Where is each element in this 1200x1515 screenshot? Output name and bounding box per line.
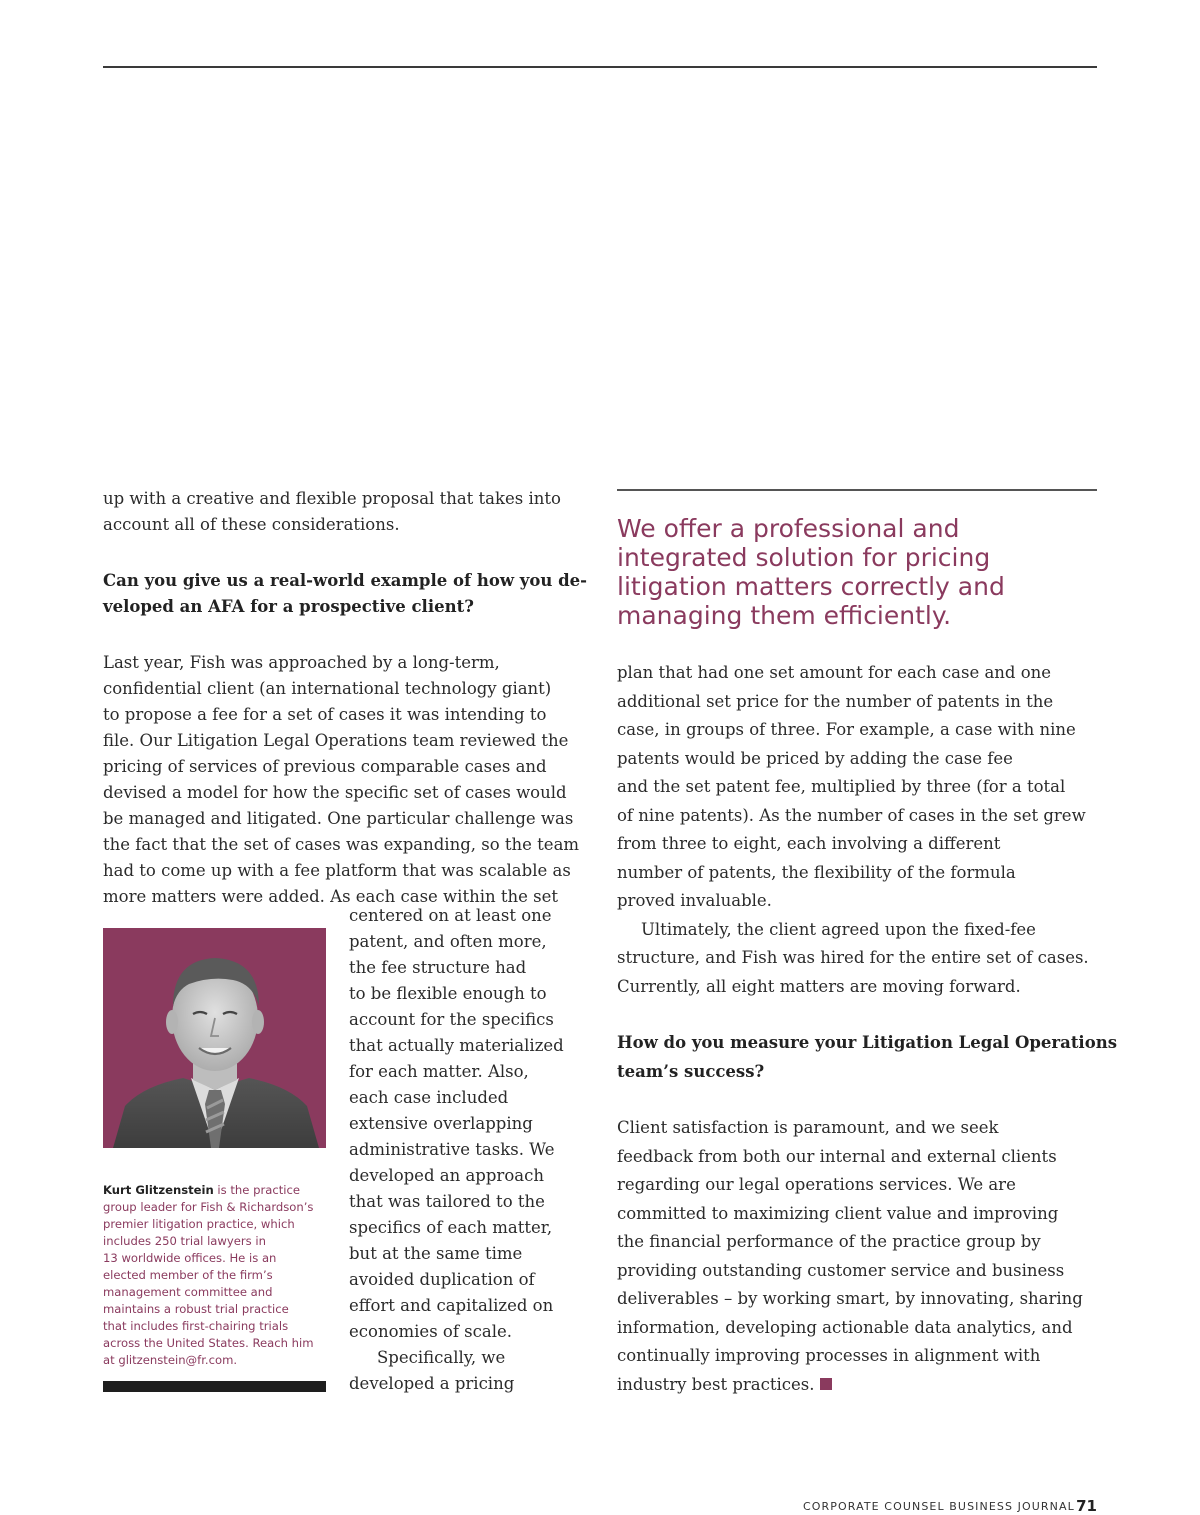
- text-line: Client satisfaction is paramount, and we seek: [617, 1118, 999, 1137]
- right-column: [617, 659, 1117, 1399]
- text-line: more matters were added. As each case within the set: [103, 887, 558, 906]
- text-line: Last year, Fish was approached by a long-term,: [103, 653, 500, 672]
- text-line: the fact that the set of cases was expanding, so the team: [103, 835, 580, 854]
- text-line: Ultimately, the client agreed upon the fixed-fee: [641, 919, 1036, 939]
- text-line: to be flexible enough to: [349, 984, 547, 1003]
- text-line: regarding our legal operations services. We are: [617, 1175, 1016, 1194]
- caption-line: premier litigation practice, which: [103, 1217, 295, 1231]
- text-line: Specifically, we: [377, 1348, 506, 1367]
- text-line: developed an approach: [349, 1166, 544, 1185]
- text-line: of nine patents). As the number of cases in the set grew: [617, 805, 1086, 825]
- text-line: patents would be priced by adding the case fee: [617, 748, 1013, 768]
- end-mark-icon: [820, 1378, 832, 1390]
- text-line: specifics of each matter,: [349, 1218, 553, 1237]
- left-paragraph-1: [103, 486, 585, 538]
- caption-line: elected member of the firm’s: [103, 1268, 273, 1282]
- caption-line: management committee and: [103, 1285, 273, 1299]
- text-line: plan that had one set amount for each case and one: [617, 663, 1052, 682]
- pull-quote: [617, 514, 1097, 630]
- middle-column: [349, 903, 585, 1397]
- pull-quote-rule: [617, 489, 1097, 491]
- middle-paragraph-2: [349, 1345, 585, 1397]
- left-column: [103, 486, 585, 910]
- caption-line: includes 250 trial lawyers in: [103, 1234, 266, 1248]
- text-line: number of patents, the flexibility of the formula: [617, 862, 1016, 882]
- text-line: committed to maximizing client value and improving: [617, 1203, 1059, 1223]
- text-line: structure, and Fish was hired for the entire set of cases.: [617, 948, 1089, 967]
- text-line: economies of scale.: [349, 1322, 513, 1341]
- text-line: additional set price for the number of patents in the: [617, 691, 1054, 711]
- pull-quote-line: integrated solution for pricing: [617, 543, 991, 572]
- text-line: veloped an AFA for a prospective client?: [103, 597, 474, 616]
- text-line: industry best practices.: [617, 1374, 815, 1394]
- left-paragraph-2: [103, 650, 585, 910]
- text-line: extensive overlapping: [349, 1114, 533, 1133]
- question-heading-2: [617, 1029, 1117, 1086]
- middle-paragraph-1: [349, 903, 585, 1345]
- text-line: up with a creative and flexible proposal that takes into: [103, 489, 561, 508]
- text-line: file. Our Litigation Legal Operations team reviewed the: [103, 731, 569, 750]
- pull-quote-line: We offer a professional and: [617, 514, 960, 543]
- text-line: team’s success?: [617, 1061, 765, 1081]
- journal-name: CORPORATE COUNSEL BUSINESS JOURNAL: [803, 1500, 1075, 1513]
- text-line: administrative tasks. We: [349, 1140, 555, 1159]
- caption-divider-bar: [103, 1381, 326, 1392]
- author-caption: [103, 1182, 329, 1369]
- text-line: but at the same time: [349, 1244, 523, 1263]
- caption-line: 13 worldwide offices. He is an: [103, 1251, 277, 1265]
- author-photo: [103, 928, 326, 1148]
- right-paragraph-1: [617, 659, 1099, 916]
- page-number: 71: [1076, 1497, 1097, 1515]
- text-line: How do you measure your Litigation Legal Operations: [617, 1033, 1117, 1052]
- text-line: avoided duplication of: [349, 1270, 535, 1289]
- text-line: devised a model for how the specific set of cases would: [103, 783, 567, 802]
- text-line: each case included: [349, 1088, 509, 1107]
- pull-quote-line: litigation matters correctly and: [617, 572, 1005, 601]
- text-line: proved invaluable.: [617, 891, 772, 910]
- text-line: and the set patent fee, multiplied by three (for a total: [617, 777, 1066, 796]
- text-line: had to come up with a fee platform that was scalable as: [103, 861, 571, 880]
- text-line: account for the specifics: [349, 1010, 554, 1029]
- author-name: Kurt Glitzenstein: [103, 1183, 214, 1197]
- text-line: patent, and often more,: [349, 932, 547, 951]
- caption-line: maintains a robust trial practice: [103, 1302, 289, 1316]
- question-heading-1: [103, 568, 585, 620]
- text-line: that was tailored to the: [349, 1192, 545, 1211]
- text-line: for each matter. Also,: [349, 1062, 529, 1081]
- text-line: to propose a fee for a set of cases it was intending to: [103, 705, 547, 724]
- top-rule: [103, 66, 1097, 68]
- text-line: be managed and litigated. One particular challenge was: [103, 809, 574, 828]
- portrait-image: [103, 928, 326, 1148]
- text-line: feedback from both our internal and external clients: [617, 1146, 1057, 1166]
- text-line: Currently, all eight matters are moving forward.: [617, 976, 1021, 996]
- text-line: information, developing actionable data analytics, and: [617, 1317, 1073, 1337]
- text-line: from three to eight, each involving a different: [617, 834, 1001, 853]
- text-line: continually improving processes in alignment with: [617, 1346, 1041, 1365]
- text-line: the financial performance of the practice group by: [617, 1232, 1041, 1251]
- text-line: confidential client (an international technology giant): [103, 679, 552, 698]
- right-paragraph-3: [617, 1114, 1099, 1399]
- text-line: developed a pricing: [349, 1374, 515, 1393]
- text-line: providing outstanding customer service and business: [617, 1260, 1065, 1280]
- caption-line: that includes first-chairing trials: [103, 1319, 289, 1333]
- caption-line: across the United States. Reach him: [103, 1336, 314, 1350]
- text-line: Can you give us a real-world example of how you de-: [103, 571, 587, 590]
- caption-line: is the practice: [213, 1183, 300, 1197]
- text-line: account all of these considerations.: [103, 515, 400, 534]
- text-line: that actually materialized: [349, 1036, 564, 1055]
- text-line: deliverables – by working smart, by innovating, sharing: [617, 1289, 1083, 1308]
- text-line: the fee structure had: [349, 958, 527, 977]
- text-line: case, in groups of three. For example, a case with nine: [617, 720, 1076, 739]
- right-paragraph-2: [617, 916, 1099, 1002]
- pull-quote-line: managing them efficiently.: [617, 601, 952, 630]
- text-line: centered on at least one: [349, 906, 552, 925]
- caption-line: at glitzenstein@fr.com.: [103, 1353, 238, 1367]
- text-line: pricing of services of previous comparable cases and: [103, 757, 547, 776]
- caption-line: group leader for Fish & Richardson’s: [103, 1200, 314, 1214]
- text-line: effort and capitalized on: [349, 1296, 554, 1315]
